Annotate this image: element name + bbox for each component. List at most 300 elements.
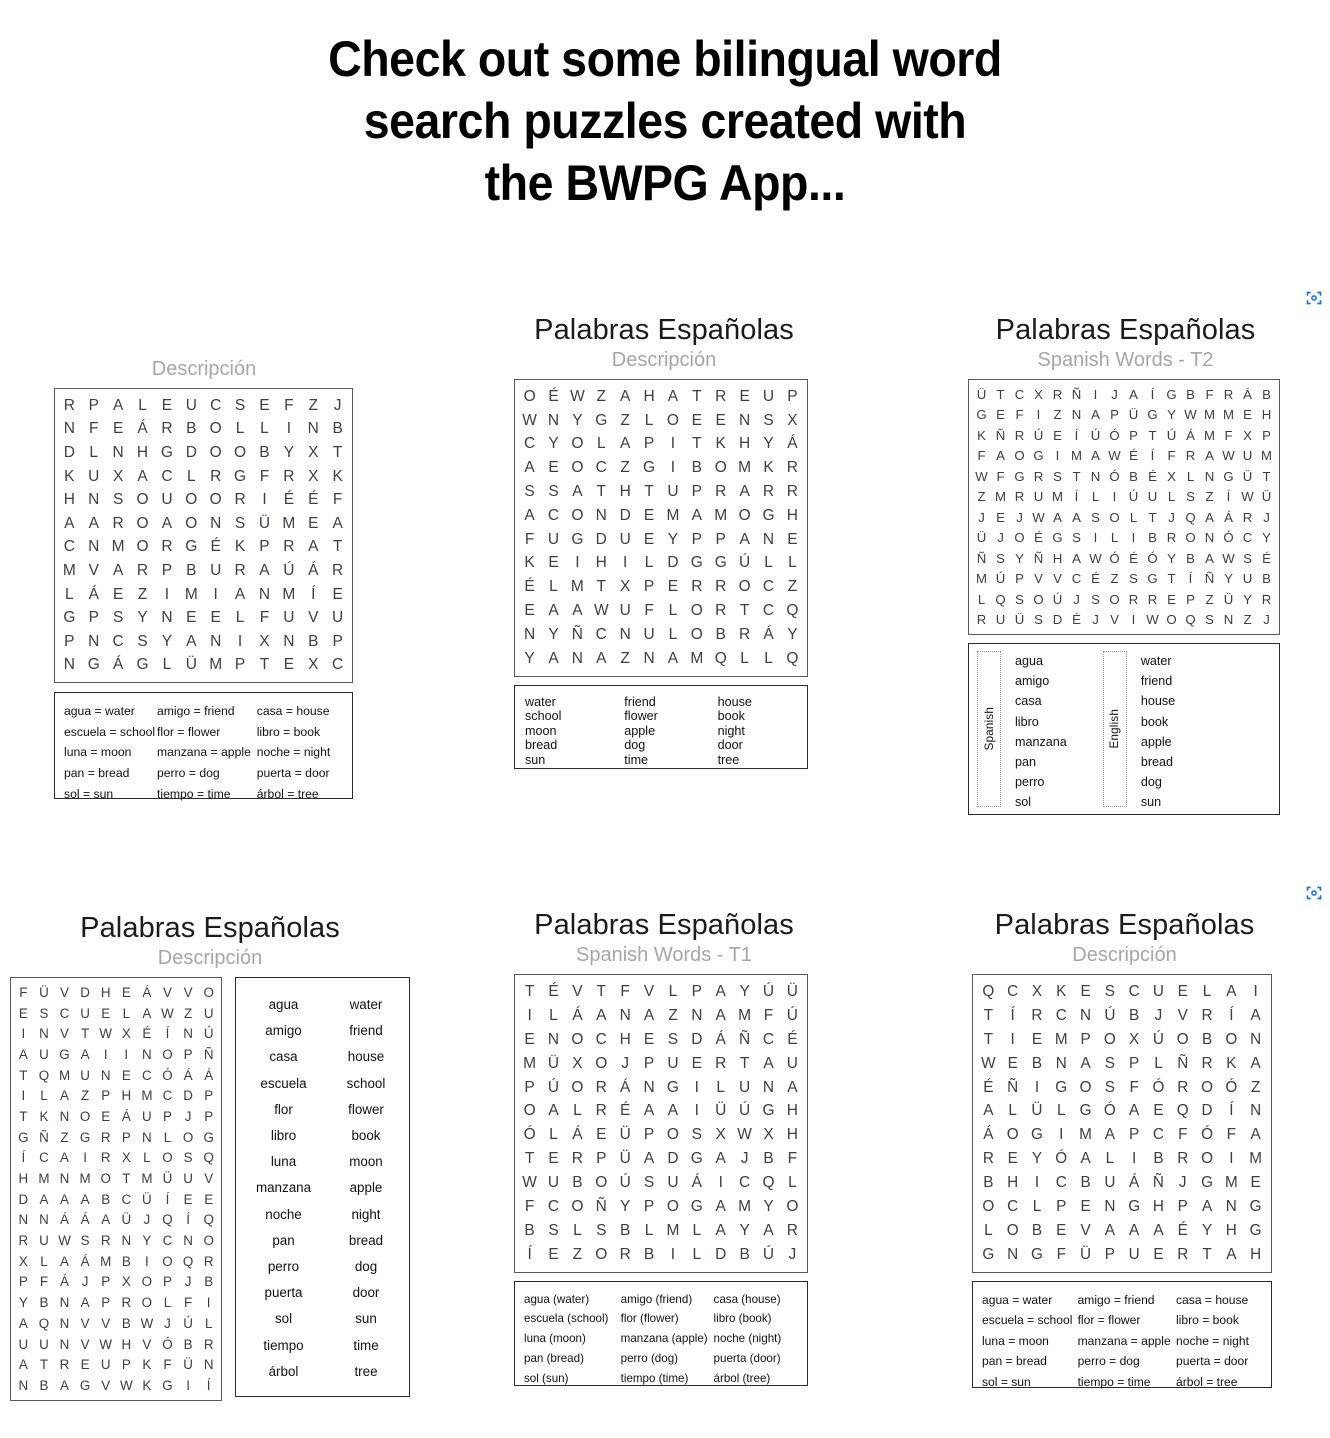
grid-letter[interactable]: E xyxy=(667,578,679,596)
grid-letter[interactable]: E xyxy=(1007,1054,1018,1072)
grid-letter[interactable]: G xyxy=(1223,468,1234,484)
grid-letter[interactable]: J xyxy=(978,509,985,525)
grid-letter[interactable]: P xyxy=(259,538,270,556)
grid-letter[interactable]: Y xyxy=(1015,550,1024,566)
grid-letter[interactable]: X xyxy=(121,1150,131,1166)
grid-letter[interactable]: T xyxy=(983,1030,994,1048)
grid-letter[interactable]: U xyxy=(1242,448,1253,464)
grid-letter[interactable]: O xyxy=(571,459,584,477)
grid-letter[interactable]: Q xyxy=(203,1150,214,1166)
grid-letter[interactable]: O xyxy=(1201,1150,1213,1168)
grid-letter[interactable]: Z xyxy=(596,387,606,405)
grid-letter[interactable]: O xyxy=(1166,612,1177,628)
grid-letter[interactable]: U xyxy=(667,483,679,501)
grid-letter[interactable]: L xyxy=(596,435,606,453)
grid-letter[interactable]: B xyxy=(1262,571,1271,587)
grid-letter[interactable]: I xyxy=(286,420,292,438)
grid-letter[interactable]: F xyxy=(332,491,343,509)
grid-letter[interactable]: K xyxy=(1056,982,1067,1000)
grid-letter[interactable]: X xyxy=(308,467,319,485)
grid-letter[interactable]: E xyxy=(186,609,197,627)
grid-letter[interactable]: L xyxy=(163,1129,172,1145)
grid-letter[interactable]: F xyxy=(1205,386,1214,402)
grid-letter[interactable]: S xyxy=(667,1030,679,1048)
grid-letter[interactable]: E xyxy=(643,1030,655,1048)
grid-letter[interactable]: I xyxy=(1131,612,1136,628)
grid-letter[interactable]: M xyxy=(738,1006,752,1024)
grid-letter[interactable]: R xyxy=(100,1233,111,1249)
grid-letter[interactable]: P xyxy=(1186,591,1195,607)
grid-letter[interactable]: J xyxy=(1092,612,1099,628)
grid-letter[interactable]: K xyxy=(142,1377,152,1393)
grid-letter[interactable]: Ü xyxy=(1223,591,1234,607)
grid-letter[interactable]: Á xyxy=(137,420,148,438)
grid-letter[interactable]: F xyxy=(524,1197,535,1215)
grid-letter[interactable]: Y xyxy=(1167,550,1176,566)
grid-letter[interactable]: N xyxy=(739,411,751,429)
grid-letter[interactable]: A xyxy=(1053,509,1062,525)
grid-letter[interactable]: B xyxy=(1031,1221,1043,1239)
grid-letter[interactable]: A xyxy=(80,1295,90,1311)
grid-letter[interactable]: I xyxy=(670,1245,676,1263)
grid-letter[interactable]: Ñ xyxy=(39,1129,49,1145)
grid-letter[interactable]: Ñ xyxy=(595,1197,607,1215)
grid-letter[interactable]: F xyxy=(259,609,270,627)
grid-letter[interactable]: M xyxy=(141,1171,153,1187)
grid-letter[interactable]: P xyxy=(121,1357,131,1373)
grid-letter[interactable]: K xyxy=(977,427,986,443)
grid-letter[interactable]: S xyxy=(1104,982,1115,1000)
grid-letter[interactable]: M xyxy=(1204,427,1215,443)
grid-letter[interactable]: T xyxy=(332,538,343,556)
grid-letter[interactable]: I xyxy=(1093,386,1098,402)
grid-letter[interactable]: A xyxy=(667,1102,679,1120)
grid-letter[interactable]: Ó xyxy=(162,1067,173,1083)
grid-letter[interactable]: I xyxy=(206,1295,211,1311)
grid-letter[interactable]: I xyxy=(575,554,580,572)
grid-letter[interactable]: P xyxy=(691,982,702,1000)
grid-letter[interactable]: R xyxy=(1014,489,1025,505)
grid-letter[interactable]: Ú xyxy=(995,571,1006,587)
grid-letter[interactable]: W xyxy=(1146,612,1159,628)
grid-letter[interactable]: V xyxy=(183,984,193,1000)
grid-letter[interactable]: Ñ xyxy=(1177,1054,1189,1072)
grid-letter[interactable]: L xyxy=(1154,1054,1163,1072)
grid-letter[interactable]: T xyxy=(19,1067,28,1083)
grid-letter[interactable]: B xyxy=(643,1245,655,1263)
grid-letter[interactable]: A xyxy=(1072,509,1081,525)
grid-letter[interactable]: I xyxy=(670,459,676,477)
grid-letter[interactable]: H xyxy=(1250,1245,1262,1263)
grid-letter[interactable]: M xyxy=(995,489,1006,505)
grid-letter[interactable]: W xyxy=(737,1126,752,1144)
grid-letter[interactable]: I xyxy=(527,1006,532,1024)
grid-letter[interactable]: B xyxy=(186,420,197,438)
grid-letter[interactable]: W xyxy=(975,468,988,484)
grid-letter[interactable]: G xyxy=(59,1046,70,1062)
grid-letter[interactable]: X xyxy=(1031,982,1043,1000)
grid-letter[interactable]: L xyxy=(204,1315,213,1331)
grid-letter[interactable]: C xyxy=(739,1174,751,1192)
grid-letter[interactable]: Z xyxy=(1053,407,1062,423)
grid-letter[interactable]: L xyxy=(977,591,986,607)
grid-letter[interactable]: Ú xyxy=(283,561,295,579)
grid-letter[interactable]: O xyxy=(571,1078,584,1096)
grid-letter[interactable]: M xyxy=(58,1067,71,1083)
grid-letter[interactable]: N xyxy=(1250,1102,1262,1120)
grid-letter[interactable]: Z xyxy=(1205,489,1214,505)
grid-letter[interactable]: Y xyxy=(18,1295,28,1311)
grid-letter[interactable]: R xyxy=(234,561,246,579)
grid-letter[interactable]: L xyxy=(549,1126,558,1144)
grid-letter[interactable]: G xyxy=(595,411,608,429)
grid-letter[interactable]: L xyxy=(1110,530,1119,546)
grid-letter[interactable]: L xyxy=(143,1150,151,1166)
grid-letter[interactable]: N xyxy=(524,625,536,643)
grid-letter[interactable]: E xyxy=(1167,591,1176,607)
grid-letter[interactable]: C xyxy=(762,602,775,620)
grid-letter[interactable]: G xyxy=(160,443,173,461)
grid-letter[interactable]: I xyxy=(1055,448,1060,464)
grid-letter[interactable]: Ñ xyxy=(1033,550,1044,566)
grid-letter[interactable]: E xyxy=(691,1054,702,1072)
grid-letter[interactable]: É xyxy=(1091,571,1100,587)
grid-letter[interactable]: C xyxy=(121,1191,132,1207)
grid-letter[interactable]: E xyxy=(112,585,124,603)
grid-letter[interactable]: N xyxy=(1071,407,1082,423)
grid-letter[interactable]: Ó xyxy=(1109,550,1120,566)
grid-letter[interactable]: H xyxy=(63,491,75,509)
grid-letter[interactable]: D xyxy=(1201,1102,1213,1120)
grid-letter[interactable]: V xyxy=(308,609,319,627)
grid-letter[interactable]: R xyxy=(619,1245,631,1263)
grid-letter[interactable]: B xyxy=(1129,1006,1140,1024)
grid-letter[interactable]: X xyxy=(259,632,270,650)
grid-letter[interactable]: C xyxy=(1055,1174,1067,1192)
grid-letter[interactable]: D xyxy=(1052,612,1063,628)
grid-letter[interactable]: Ü xyxy=(547,1054,560,1072)
grid-letter[interactable]: É xyxy=(283,491,295,509)
grid-letter[interactable]: C xyxy=(1152,1126,1164,1144)
grid-letter[interactable]: Ú xyxy=(1104,1006,1116,1024)
grid-letter[interactable]: G xyxy=(1147,407,1158,423)
grid-letter[interactable]: U xyxy=(762,387,775,405)
grid-letter[interactable]: U xyxy=(39,1336,49,1352)
grid-letter[interactable]: R xyxy=(786,483,798,501)
grid-letter[interactable]: A xyxy=(739,530,750,548)
grid-letter[interactable]: U xyxy=(739,1078,751,1096)
grid-letter[interactable]: E xyxy=(183,1191,193,1207)
grid-letter[interactable]: P xyxy=(1104,1245,1115,1263)
grid-letter[interactable]: Q xyxy=(1185,509,1196,525)
grid-letter[interactable]: T xyxy=(122,1171,131,1187)
grid-letter[interactable]: N xyxy=(1223,612,1234,628)
grid-letter[interactable]: G xyxy=(1031,1126,1043,1144)
grid-letter[interactable]: N xyxy=(547,411,560,429)
grid-letter[interactable]: É xyxy=(308,491,319,509)
grid-letter[interactable]: L xyxy=(788,554,797,572)
grid-letter[interactable]: V xyxy=(1053,571,1062,587)
grid-letter[interactable]: U xyxy=(100,1357,111,1373)
grid-letter[interactable]: A xyxy=(1104,1221,1115,1239)
grid-letter[interactable]: Q xyxy=(714,649,727,667)
grid-letter[interactable]: Ú xyxy=(1152,1030,1164,1048)
grid-letter[interactable]: N xyxy=(88,538,100,556)
grid-letter[interactable]: Í xyxy=(21,1150,26,1166)
grid-letter[interactable]: É xyxy=(524,578,535,596)
grid-letter[interactable]: R xyxy=(715,1054,727,1072)
grid-letter[interactable]: O xyxy=(571,435,584,453)
grid-letter[interactable]: O xyxy=(571,1030,584,1048)
grid-letter[interactable]: B xyxy=(739,1245,750,1263)
grid-letter[interactable]: O xyxy=(523,1102,536,1120)
grid-letter[interactable]: O xyxy=(1006,1126,1019,1144)
grid-letter[interactable]: S xyxy=(1015,591,1024,607)
grid-letter[interactable]: Y xyxy=(763,1197,774,1215)
grid-letter[interactable]: I xyxy=(1093,530,1098,546)
grid-letter[interactable]: E xyxy=(548,1150,559,1168)
grid-letter[interactable]: L xyxy=(668,982,678,1000)
grid-letter[interactable]: J xyxy=(788,1245,797,1263)
grid-letter[interactable]: S xyxy=(996,550,1005,566)
grid-letter[interactable]: A xyxy=(142,1005,152,1021)
grid-letter[interactable]: L xyxy=(788,1174,797,1192)
grid-letter[interactable]: N xyxy=(18,1377,29,1393)
grid-letter[interactable]: P xyxy=(715,530,726,548)
grid-letter[interactable]: O xyxy=(571,506,584,524)
grid-letter[interactable]: G xyxy=(1014,468,1025,484)
grid-letter[interactable]: P xyxy=(691,483,702,501)
grid-letter[interactable]: O xyxy=(786,1197,799,1215)
grid-letter[interactable]: C xyxy=(142,1067,152,1083)
grid-letter[interactable]: Ñ xyxy=(571,625,583,643)
grid-letter[interactable]: X xyxy=(715,1126,726,1144)
grid-letter[interactable]: O xyxy=(136,491,149,509)
grid-letter[interactable]: A xyxy=(763,1054,774,1072)
grid-letter[interactable]: Í xyxy=(311,585,316,603)
grid-letter[interactable]: A xyxy=(667,649,679,667)
grid-letter[interactable]: Í xyxy=(165,1026,170,1042)
grid-letter[interactable]: A xyxy=(548,649,559,667)
grid-letter[interactable]: W xyxy=(1184,407,1197,423)
grid-letter[interactable]: O xyxy=(209,491,222,509)
grid-letter[interactable]: R xyxy=(1166,530,1177,546)
grid-letter[interactable]: Y xyxy=(787,625,798,643)
grid-letter[interactable]: Ó xyxy=(1152,1078,1165,1096)
grid-letter[interactable]: G xyxy=(234,467,247,485)
grid-letter[interactable]: U xyxy=(667,1174,679,1192)
grid-letter[interactable]: J xyxy=(1154,1006,1163,1024)
grid-letter[interactable]: X xyxy=(308,443,319,461)
grid-letter[interactable]: Z xyxy=(977,489,986,505)
grid-letter[interactable]: A xyxy=(983,1102,994,1120)
grid-letter[interactable]: Ú xyxy=(739,554,751,572)
grid-letter[interactable]: Ó xyxy=(1109,427,1120,443)
grid-letter[interactable]: R xyxy=(100,1150,111,1166)
grid-letter[interactable]: M xyxy=(141,1088,153,1104)
grid-letter[interactable]: N xyxy=(643,649,655,667)
grid-letter[interactable]: Ú xyxy=(762,982,775,1000)
grid-letter[interactable]: R xyxy=(786,459,798,477)
grid-letter[interactable]: L xyxy=(138,396,147,414)
grid-letter[interactable]: P xyxy=(332,632,343,650)
grid-letter[interactable]: A xyxy=(1226,1245,1237,1263)
grid-letter[interactable]: N xyxy=(59,1336,70,1352)
grid-letter[interactable]: L xyxy=(162,656,172,674)
grid-letter[interactable]: O xyxy=(738,578,751,596)
grid-letter[interactable]: T xyxy=(1072,468,1081,484)
grid-letter[interactable]: O xyxy=(1014,448,1025,464)
grid-letter[interactable]: S xyxy=(548,1221,559,1239)
grid-letter[interactable]: F xyxy=(1167,448,1176,464)
grid-letter[interactable]: R xyxy=(691,578,703,596)
grid-letter[interactable]: Z xyxy=(572,1245,583,1263)
grid-letter[interactable]: D xyxy=(667,1150,679,1168)
grid-letter[interactable]: R xyxy=(786,1221,798,1239)
grid-letter[interactable]: O xyxy=(714,459,727,477)
grid-letter[interactable]: A xyxy=(715,1221,726,1239)
grid-letter[interactable]: S xyxy=(1053,468,1062,484)
grid-letter[interactable]: L xyxy=(235,420,245,438)
grid-letter[interactable]: U xyxy=(619,602,631,620)
grid-letter[interactable]: G xyxy=(571,530,584,548)
grid-letter[interactable]: U xyxy=(547,530,560,548)
grid-letter[interactable]: F xyxy=(39,1274,49,1290)
grid-letter[interactable]: O xyxy=(79,1108,91,1124)
grid-letter[interactable]: O xyxy=(185,514,198,532)
grid-letter[interactable]: R xyxy=(1261,591,1272,607)
grid-letter[interactable]: G xyxy=(1249,1197,1262,1215)
grid-letter[interactable]: R xyxy=(715,602,727,620)
grid-letter[interactable]: I xyxy=(1132,1150,1137,1168)
grid-letter[interactable]: W xyxy=(119,1377,133,1393)
grid-letter[interactable]: A xyxy=(548,602,559,620)
grid-letter[interactable]: S xyxy=(548,483,559,501)
grid-letter[interactable]: U xyxy=(18,1336,29,1352)
grid-letter[interactable]: M xyxy=(1079,1126,1092,1144)
grid-letter[interactable]: F xyxy=(1226,1126,1237,1144)
grid-letter[interactable]: M xyxy=(1249,1150,1262,1168)
grid-letter[interactable]: L xyxy=(644,1221,654,1239)
grid-letter[interactable]: C xyxy=(112,632,124,650)
grid-letter[interactable]: R xyxy=(715,578,727,596)
grid-letter[interactable]: F xyxy=(259,467,270,485)
grid-letter[interactable]: G xyxy=(203,1129,214,1145)
grid-letter[interactable]: C xyxy=(1014,386,1025,402)
grid-letter[interactable]: E xyxy=(259,396,270,414)
grid-letter[interactable]: Ú xyxy=(739,1102,751,1120)
grid-letter[interactable]: E xyxy=(787,530,798,548)
grid-letter[interactable]: R xyxy=(203,1253,214,1269)
grid-letter[interactable]: I xyxy=(694,1078,699,1096)
grid-letter[interactable]: S xyxy=(643,1174,655,1192)
grid-letter[interactable]: E xyxy=(101,1108,111,1124)
grid-letter[interactable]: A xyxy=(787,1078,798,1096)
grid-letter[interactable]: J xyxy=(740,1150,749,1168)
grid-letter[interactable]: R xyxy=(63,396,75,414)
grid-letter[interactable]: D xyxy=(18,1191,29,1207)
grid-letter[interactable]: C xyxy=(161,467,173,485)
grid-letter[interactable]: G xyxy=(79,1129,91,1145)
grid-letter[interactable]: G xyxy=(1055,1078,1068,1096)
grid-letter[interactable]: I xyxy=(124,1046,129,1062)
grid-letter[interactable]: T xyxy=(1148,509,1157,525)
grid-letter[interactable]: L xyxy=(1057,1102,1066,1120)
grid-letter[interactable]: G xyxy=(762,1102,775,1120)
grid-letter[interactable]: C xyxy=(524,435,536,453)
grid-letter[interactable]: D xyxy=(715,1245,727,1263)
grid-letter[interactable]: R xyxy=(203,1336,214,1352)
grid-letter[interactable]: S xyxy=(1243,550,1252,566)
grid-letter[interactable]: E xyxy=(112,420,124,438)
grid-letter[interactable]: A xyxy=(161,514,173,532)
grid-letter[interactable]: K xyxy=(234,538,246,556)
grid-letter[interactable]: I xyxy=(237,632,243,650)
grid-letter[interactable]: O xyxy=(182,1129,194,1145)
grid-letter[interactable]: D xyxy=(183,1088,193,1104)
grid-letter[interactable]: L xyxy=(1091,489,1100,505)
grid-letter[interactable]: S xyxy=(183,1150,193,1166)
grid-letter[interactable]: H xyxy=(121,1336,132,1352)
grid-letter[interactable]: E xyxy=(1080,1197,1091,1215)
grid-letter[interactable]: U xyxy=(1033,489,1044,505)
grid-letter[interactable]: E xyxy=(996,407,1005,423)
grid-letter[interactable]: D xyxy=(80,984,90,1000)
grid-letter[interactable]: I xyxy=(103,1046,108,1062)
grid-letter[interactable]: A xyxy=(137,467,148,485)
grid-letter[interactable]: Q xyxy=(182,1253,194,1269)
grid-letter[interactable]: L xyxy=(122,1005,131,1021)
grid-letter[interactable]: P xyxy=(204,1088,214,1104)
grid-letter[interactable]: A xyxy=(1205,550,1214,566)
grid-letter[interactable]: I xyxy=(145,1253,149,1269)
grid-letter[interactable]: A xyxy=(691,506,702,524)
grid-letter[interactable]: L xyxy=(40,1253,48,1269)
grid-letter[interactable]: Ñ xyxy=(1152,1174,1164,1192)
grid-letter[interactable]: I xyxy=(1253,982,1258,1000)
grid-letter[interactable]: Y xyxy=(1224,571,1233,587)
grid-letter[interactable]: R xyxy=(571,1150,583,1168)
grid-letter[interactable]: Z xyxy=(183,1005,193,1021)
grid-letter[interactable]: N xyxy=(619,1006,631,1024)
grid-letter[interactable]: N xyxy=(88,491,100,509)
grid-letter[interactable]: U xyxy=(547,1174,560,1192)
grid-letter[interactable]: O xyxy=(595,1054,608,1072)
grid-letter[interactable]: S xyxy=(524,483,535,501)
grid-letter[interactable]: L xyxy=(235,609,245,627)
grid-letter[interactable]: H xyxy=(643,387,655,405)
grid-letter[interactable]: Ü xyxy=(39,984,49,1000)
grid-letter[interactable]: J xyxy=(81,1274,89,1290)
grid-letter[interactable]: Q xyxy=(982,982,995,1000)
grid-letter[interactable]: R xyxy=(234,491,246,509)
grid-letter[interactable]: R xyxy=(1128,591,1139,607)
grid-letter[interactable]: Á xyxy=(60,1274,69,1290)
grid-letter[interactable]: P xyxy=(1110,407,1119,423)
grid-letter[interactable]: L xyxy=(89,443,99,461)
grid-letter[interactable]: X xyxy=(1034,386,1043,402)
grid-letter[interactable]: L xyxy=(764,649,773,667)
grid-letter[interactable]: É xyxy=(548,387,559,405)
grid-letter[interactable]: N xyxy=(161,609,173,627)
grid-letter[interactable]: O xyxy=(1109,509,1120,525)
grid-letter[interactable]: M xyxy=(570,578,584,596)
grid-letter[interactable]: A xyxy=(643,1150,655,1168)
grid-letter[interactable]: N xyxy=(59,1108,70,1124)
grid-letter[interactable]: N xyxy=(100,1067,111,1083)
grid-letter[interactable]: G xyxy=(1201,1174,1213,1192)
grid-letter[interactable]: I xyxy=(1131,530,1136,546)
